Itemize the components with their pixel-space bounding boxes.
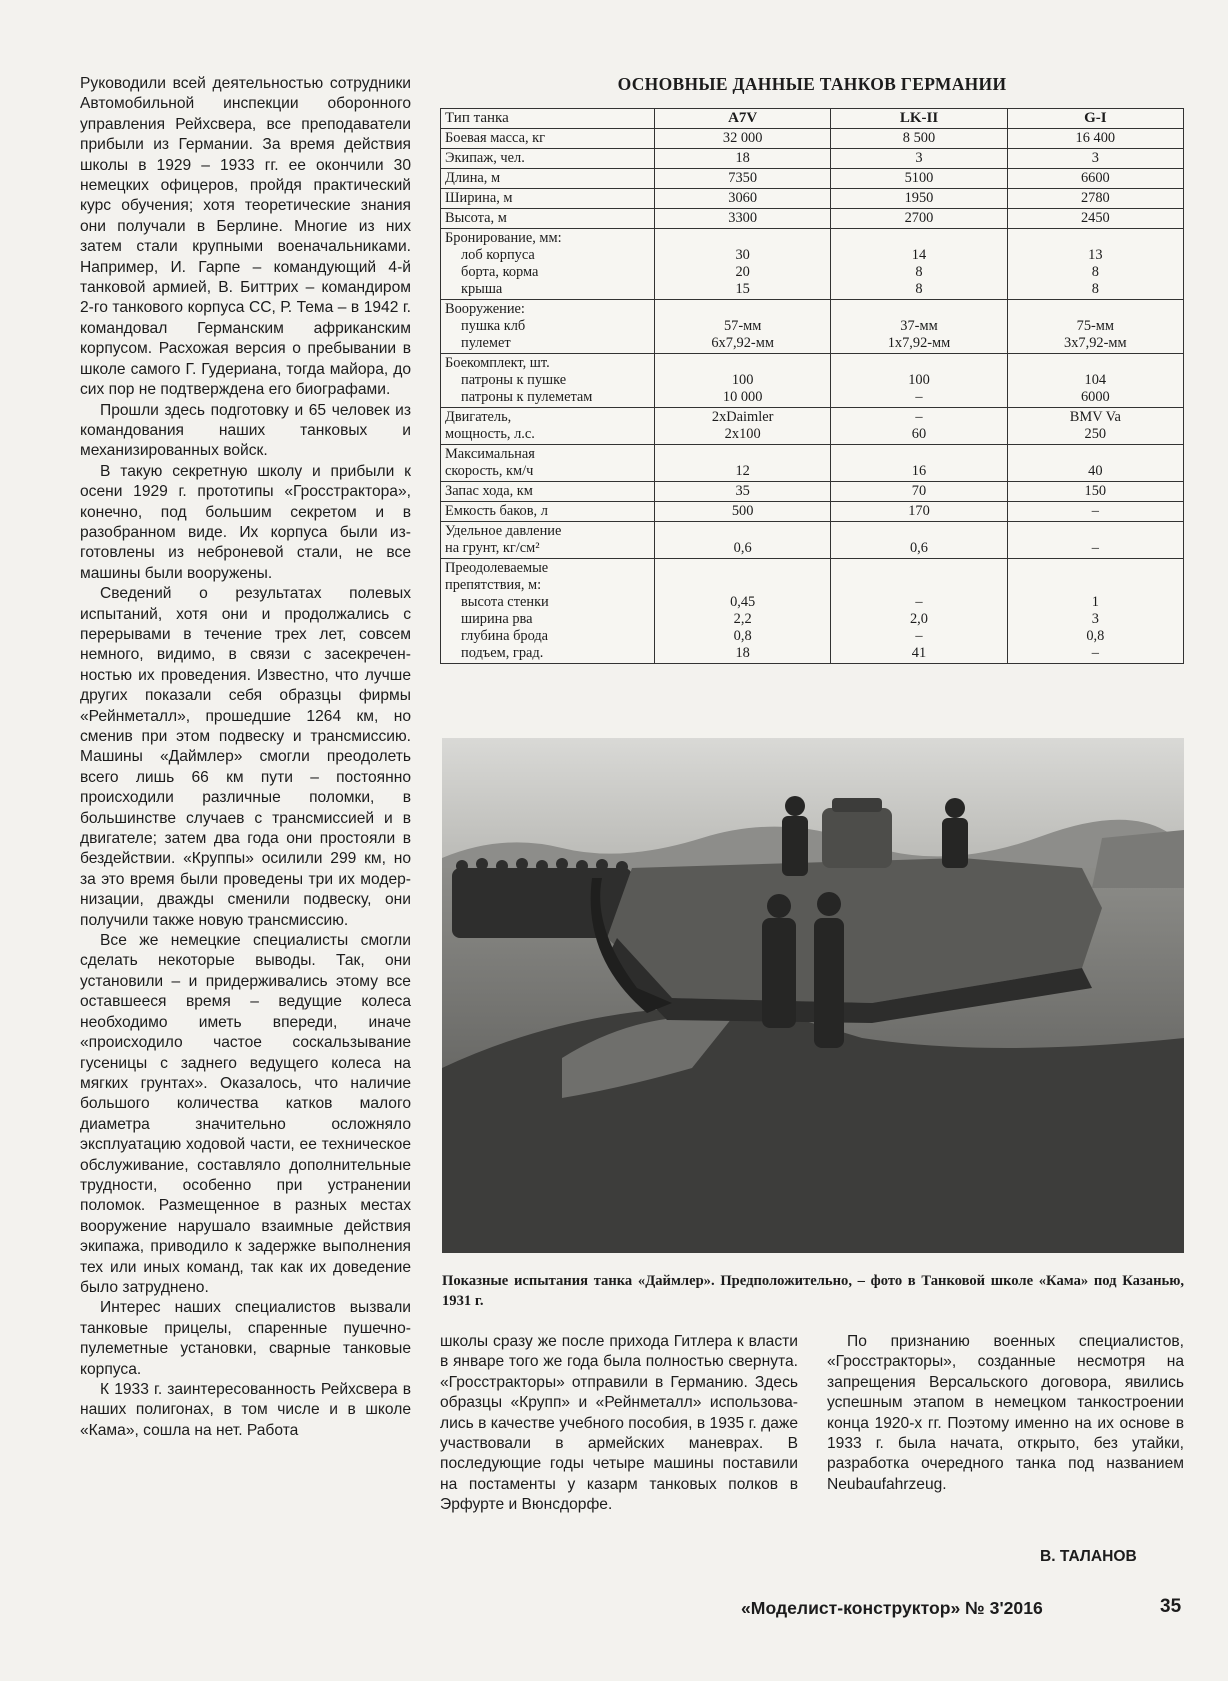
label-line: глубина брода — [461, 628, 549, 644]
value: 57-мм — [723, 318, 762, 334]
cell — [831, 229, 1007, 300]
table-row — [441, 229, 1184, 300]
row-label: Ширина, м — [441, 189, 655, 209]
label-line: Преодолеваемые — [445, 560, 549, 576]
cell — [1007, 229, 1183, 300]
table-row — [441, 559, 1184, 664]
row-label — [441, 559, 655, 664]
value: 14 — [911, 247, 927, 263]
paragraph: Руководили всей деятельностью сотрудники Автомобильной инспекции оборонного управления Рейхсвера, все преподаватели прибыли из Германии. За время действия школы в 1929 – 1933 гг. ее окончили 30 немецких офицеров, пройдя практический курс обучения; хотя теоретические знания они получали в Берлине. Многие из них затем стали крупными военачальниками. Например, И. Гарпе – командующий 4-й танковой армией, В. Биттрих – командиром 2-го танкового корпуса СС, Р. Тема – в 1942 г. командовал Германским африканским корпусом. Расхожая версия о пребывании в школе самого Г. Гудериана, тогда майора, до сих пор не подтверждена его биографами. — [80, 75, 411, 399]
value: 60 — [911, 426, 927, 442]
row-label: Длина, м — [441, 169, 655, 189]
value: 250 — [1084, 426, 1107, 442]
author-name: В. ТАЛАНОВ — [1040, 1548, 1137, 1565]
cell: 3 — [1007, 149, 1183, 169]
table-row — [441, 129, 1184, 149]
cell: 70 — [831, 482, 1007, 502]
paragraph: Интерес наших специалистов вызвали танковые прицелы, спаренные пушечно-пулеметные установки, сварные танковые корпуса. — [80, 1299, 411, 1378]
value: 41 — [911, 645, 927, 661]
value: BMV Va — [1069, 409, 1121, 425]
value: – — [1091, 645, 1099, 661]
value: 75-мм — [1076, 318, 1115, 334]
tank-photo — [442, 738, 1184, 1253]
cell: 40 — [1007, 445, 1183, 482]
value: 8 — [915, 281, 923, 297]
value: 1 — [1091, 594, 1099, 610]
cell: 1950 — [831, 189, 1007, 209]
cell: 170 — [831, 502, 1007, 522]
paragraph: По признанию военных специалистов, «Гросстракторы», созданные несмотря на запрещения Версальского договора, явились успешным этапом в немецком танкостроении конца 1920-х гг. Поэтому именно на их основе в 1933 г. была начата, открыто, без утайки, разработка очередного танка под названием Neubaufahrzeug. — [827, 1333, 1184, 1493]
paragraph: В такую секретную школу и прибыли к осени 1929 г. прототипы «Гросстрактора», конечно, под большим секретом и в разобранном виде. Их корпуса были изготовлены из неброневой стали, не все машины были вооружены. — [80, 462, 411, 582]
tank-specs-table — [440, 108, 1184, 664]
label-line: пушка клб — [461, 318, 526, 334]
table-row — [441, 149, 1184, 169]
table-header-row — [441, 109, 1184, 129]
cell — [1007, 354, 1183, 408]
label-line: патроны к пушке — [461, 372, 567, 388]
tank-photo-illustration — [442, 738, 1184, 1253]
label-line: пулемет — [461, 335, 511, 351]
label-line: Бронирование, мм: — [445, 230, 562, 246]
row-label: Высота, м — [441, 209, 655, 229]
table-title: ОСНОВНЫЕ ДАННЫЕ ТАНКОВ ГЕРМАНИИ — [617, 74, 1007, 94]
value: 100 — [731, 372, 754, 388]
cell — [831, 354, 1007, 408]
cell — [1007, 300, 1183, 354]
label-line: Максимальная — [445, 446, 535, 462]
cell: 3060 — [655, 189, 831, 209]
cell: – — [1007, 522, 1183, 559]
cell: 6600 — [1007, 169, 1183, 189]
label-line: Удельное давление — [445, 523, 562, 539]
paragraph: школы сразу же после прихода Гитлера к власти в январе того же года была полностью свернута. «Гросстракторы» отправили в Германию. Здесь образцы «Крупп» и «Рейнметалл» использовались в качестве учебного пособия, в 1935 г. даже участвовали в армейских маневрах. В последующие годы четыре машины поставили на постаменты у казарм танковых полков в Эрфурте и Вюнсдорфе. — [440, 1333, 798, 1514]
cell: 2780 — [1007, 189, 1183, 209]
left-text-column — [80, 74, 411, 1441]
value: 8 — [915, 264, 923, 280]
cell: 35 — [655, 482, 831, 502]
value: – — [915, 594, 923, 610]
value: 6x7,92-мм — [711, 335, 774, 351]
cell: 16 — [831, 445, 1007, 482]
cell: 2450 — [1007, 209, 1183, 229]
cell: 32 000 — [655, 129, 831, 149]
label-line: скорость, км/ч — [445, 463, 534, 479]
cell: 5100 — [831, 169, 1007, 189]
label-line: крыша — [461, 281, 503, 297]
value: 1x7,92-мм — [887, 335, 951, 351]
row-label — [441, 408, 655, 445]
cell: 18 — [655, 149, 831, 169]
row-label — [441, 445, 655, 482]
label-line: борта, корма — [461, 264, 539, 280]
cell — [1007, 408, 1183, 445]
value: 2,0 — [909, 611, 928, 627]
row-label: Емкость баков, л — [441, 502, 655, 522]
right-text-column — [827, 1332, 1184, 1495]
label-line: мощность, л.с. — [445, 426, 535, 442]
row-label — [441, 354, 655, 408]
cell — [831, 408, 1007, 445]
label-line: патроны к пулеметам — [461, 389, 593, 405]
table-row — [441, 522, 1184, 559]
cell: – — [1007, 502, 1183, 522]
table-row — [441, 354, 1184, 408]
value: 20 — [735, 264, 750, 280]
table-row — [441, 300, 1184, 354]
label-line: Вооружение: — [445, 301, 525, 317]
cell — [831, 300, 1007, 354]
row-label: Экипаж, чел. — [441, 149, 655, 169]
label-line: лоб корпуса — [461, 247, 535, 263]
value: – — [915, 409, 923, 425]
cell: 8 500 — [831, 129, 1007, 149]
cell: 16 400 — [1007, 129, 1183, 149]
header-cell: A7V — [655, 109, 831, 129]
middle-text-column — [440, 1332, 798, 1516]
value: 100 — [908, 372, 930, 388]
value: 3x7,92-мм — [1064, 335, 1127, 351]
table-row — [441, 189, 1184, 209]
table-row — [441, 408, 1184, 445]
cell — [655, 354, 831, 408]
cell: 500 — [655, 502, 831, 522]
table-row — [441, 169, 1184, 189]
cell: 12 — [655, 445, 831, 482]
magazine-footer: «Моделист-конструктор» № 3'2016 — [741, 1598, 1043, 1618]
cell — [1007, 559, 1183, 664]
paragraph: К 1933 г. заинтересованность Рейхсверa в наших полигонах, в том числе и в школе «Кама», сошла на нет. Работа — [80, 1381, 411, 1439]
value: 0,8 — [1086, 628, 1105, 644]
paragraph: Все же немецкие специалисты смогли сделать некоторые выводы. Так, они установили – и придерживались этому все оставшееся время – ведущие колеса необходимо иметь впереди, иначе «происходило частое соскальзывание гусеницы с заднего ведущего колеса на мягких грунтах». Оказалось, что наличие большого количества катков малого диаметра значительно осложняло эксплуатацию ходовой части, ее техническое обслуживание, составляло дополнительные трудности, особенно при устранении поломок. Размещенное в разных местах вооружение нарушало взаимные действия экипажа, приводило к задержке выполнения тех или иных команд, так как их доведение было затруднено. — [80, 932, 411, 1296]
cell: 0,6 — [655, 522, 831, 559]
value: 104 — [1084, 372, 1107, 388]
cell: 150 — [1007, 482, 1183, 502]
label-line: Двигатель, — [445, 409, 512, 425]
value: – — [915, 389, 923, 405]
value: 0,45 — [730, 594, 756, 610]
label-line: препятствия, м: — [445, 577, 542, 593]
label-line: высота стенки — [461, 594, 549, 610]
value: 30 — [735, 247, 750, 263]
value: 0,8 — [733, 628, 752, 644]
label-line: подъем, град. — [461, 645, 544, 661]
cell: 3300 — [655, 209, 831, 229]
table-row — [441, 502, 1184, 522]
cell — [655, 300, 831, 354]
header-cell: LK-II — [831, 109, 1007, 129]
value: 15 — [735, 281, 750, 297]
cell: 3 — [831, 149, 1007, 169]
label-line: ширина рва — [461, 611, 533, 627]
cell: 0,6 — [831, 522, 1007, 559]
cell — [655, 408, 831, 445]
cell: 7350 — [655, 169, 831, 189]
row-label: Боевая масса, кг — [441, 129, 655, 149]
photo-caption: Показные испытания танка «Даймлер». Предположительно, – фото в Танковой школе «Кама» под Казанью, 1931 г. — [442, 1273, 1184, 1309]
row-label — [441, 522, 655, 559]
value: 13 — [1088, 247, 1103, 263]
row-label: Запас хода, км — [441, 482, 655, 502]
value: 3 — [1091, 611, 1099, 627]
value: 2,2 — [733, 611, 752, 627]
label-line: на грунт, кг/см² — [445, 540, 540, 556]
table-row — [441, 445, 1184, 482]
paragraph: Прошли здесь подготовку и 65 человек из командования наших танковых и механизированных войск. — [80, 401, 411, 460]
table-row — [441, 482, 1184, 502]
row-label — [441, 229, 655, 300]
value: 18 — [735, 645, 750, 661]
value: 37-мм — [900, 318, 938, 334]
value: 6000 — [1080, 389, 1110, 405]
page-number: 35 — [1160, 1596, 1182, 1617]
table-row — [441, 209, 1184, 229]
label-line: Боекомплект, шт. — [445, 355, 550, 371]
cell: 2700 — [831, 209, 1007, 229]
cell — [655, 559, 831, 664]
value: – — [915, 628, 923, 644]
value: 2x100 — [724, 426, 761, 442]
value: 8 — [1091, 264, 1099, 280]
value: 10 000 — [722, 389, 763, 405]
cell — [655, 229, 831, 300]
row-label — [441, 300, 655, 354]
value: 2xDaimler — [711, 409, 774, 425]
header-cell: G-I — [1007, 109, 1183, 129]
paragraph: Сведений о результатах полевых испытаний, хотя они и продолжались с перерывами в течение трех лет, совсем немного, видимо, в связи с засекреченностью их проведения. Известно, что лучше других показали себя образцы фирмы «Рейнметалл», прошедшие 1264 км, но сменив при этом подвеску и трансмиссию. Машины «Даймлер» смогли преодолеть всего лишь 66 км пути – постоянно происходили различные поломки, в большинстве случаев с трансмиссией и в двигателе; затем два года они простояли в бездействии. «Круппы» осилили 299 км, но за это время были проведены три их модернизации, дважды сменили подвеску, они получили также новую трансмиссию. — [80, 585, 411, 929]
cell — [831, 559, 1007, 664]
value: 8 — [1091, 281, 1099, 297]
header-cell: Тип танка — [441, 109, 655, 129]
